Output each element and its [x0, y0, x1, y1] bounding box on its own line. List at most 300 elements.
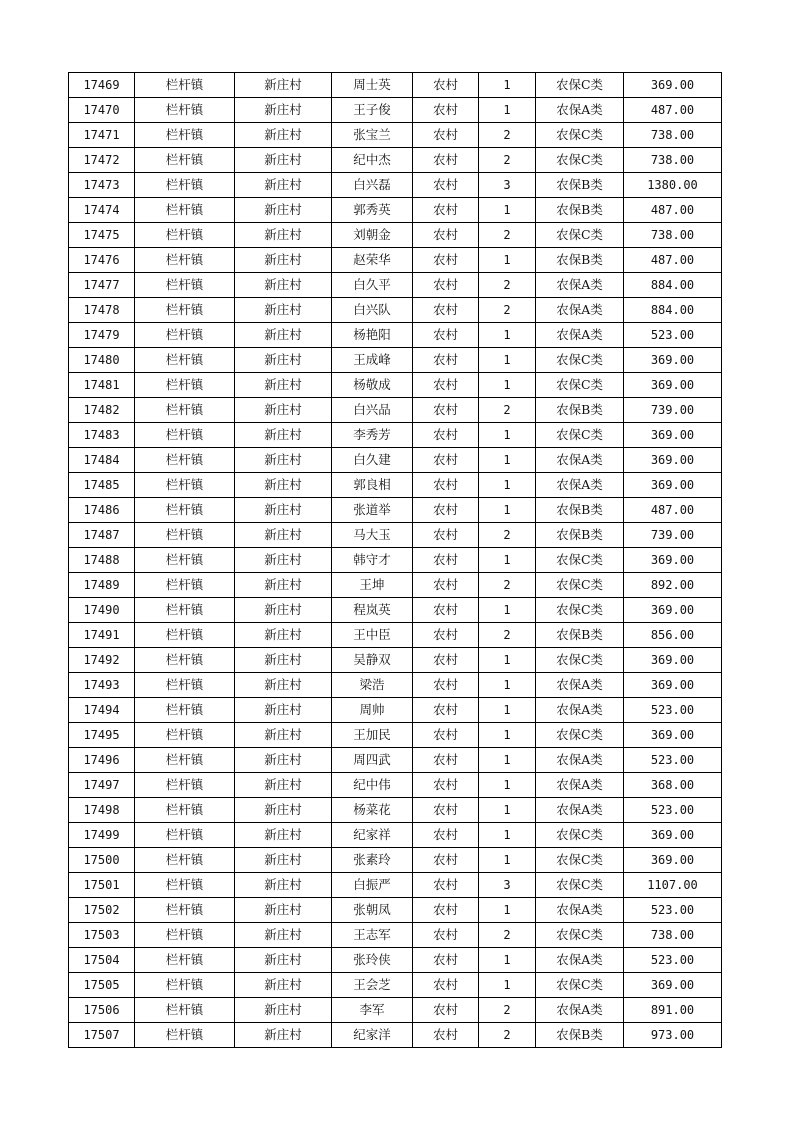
cell-area: 农村	[413, 73, 479, 98]
cell-category: 农保C类	[536, 373, 624, 398]
table-row	[69, 148, 722, 173]
cell-id: 17502	[69, 898, 135, 923]
cell-area: 农村	[413, 273, 479, 298]
cell-town: 栏杆镇	[135, 623, 235, 648]
cell-town: 栏杆镇	[135, 248, 235, 273]
table-row	[69, 1023, 722, 1048]
cell-name: 赵荣华	[332, 248, 413, 273]
table-row	[69, 798, 722, 823]
cell-id: 17491	[69, 623, 135, 648]
cell-id: 17474	[69, 198, 135, 223]
cell-category: 农保A类	[536, 298, 624, 323]
cell-name: 韩守才	[332, 548, 413, 573]
cell-category: 农保A类	[536, 748, 624, 773]
table-row	[69, 198, 722, 223]
cell-name: 王成峰	[332, 348, 413, 373]
cell-area: 农村	[413, 148, 479, 173]
cell-amount: 369.00	[624, 448, 722, 473]
cell-amount: 369.00	[624, 648, 722, 673]
cell-count: 2	[479, 123, 536, 148]
cell-category: 农保C类	[536, 848, 624, 873]
cell-count: 1	[479, 948, 536, 973]
cell-amount: 369.00	[624, 848, 722, 873]
cell-town: 栏杆镇	[135, 548, 235, 573]
cell-id: 17484	[69, 448, 135, 473]
cell-id: 17470	[69, 98, 135, 123]
cell-amount: 523.00	[624, 748, 722, 773]
table-row	[69, 948, 722, 973]
cell-amount: 369.00	[624, 723, 722, 748]
cell-amount: 369.00	[624, 548, 722, 573]
cell-amount: 369.00	[624, 673, 722, 698]
cell-town: 栏杆镇	[135, 498, 235, 523]
cell-category: 农保C类	[536, 123, 624, 148]
cell-name: 李秀芳	[332, 423, 413, 448]
cell-name: 李军	[332, 998, 413, 1023]
cell-town: 栏杆镇	[135, 423, 235, 448]
cell-area: 农村	[413, 748, 479, 773]
table-row	[69, 423, 722, 448]
cell-village: 新庄村	[235, 398, 332, 423]
cell-amount: 738.00	[624, 123, 722, 148]
cell-amount: 487.00	[624, 248, 722, 273]
table-row	[69, 298, 722, 323]
cell-village: 新庄村	[235, 1023, 332, 1048]
cell-name: 白兴品	[332, 398, 413, 423]
cell-category: 农保B类	[536, 1023, 624, 1048]
cell-amount: 487.00	[624, 98, 722, 123]
cell-id: 17490	[69, 598, 135, 623]
cell-id: 17498	[69, 798, 135, 823]
data-table	[68, 72, 722, 1048]
table-row	[69, 598, 722, 623]
cell-count: 1	[479, 423, 536, 448]
cell-id: 17473	[69, 173, 135, 198]
cell-village: 新庄村	[235, 423, 332, 448]
cell-town: 栏杆镇	[135, 998, 235, 1023]
cell-count: 1	[479, 748, 536, 773]
cell-town: 栏杆镇	[135, 648, 235, 673]
cell-village: 新庄村	[235, 648, 332, 673]
cell-name: 白振严	[332, 873, 413, 898]
cell-town: 栏杆镇	[135, 298, 235, 323]
cell-id: 17485	[69, 473, 135, 498]
cell-name: 张宝兰	[332, 123, 413, 148]
cell-id: 17483	[69, 423, 135, 448]
cell-count: 2	[479, 623, 536, 648]
cell-count: 1	[479, 473, 536, 498]
table-row	[69, 398, 722, 423]
table-row	[69, 273, 722, 298]
cell-amount: 738.00	[624, 223, 722, 248]
cell-area: 农村	[413, 973, 479, 998]
cell-area: 农村	[413, 573, 479, 598]
cell-village: 新庄村	[235, 623, 332, 648]
cell-name: 杨菜花	[332, 798, 413, 823]
cell-town: 栏杆镇	[135, 798, 235, 823]
cell-town: 栏杆镇	[135, 98, 235, 123]
table-row	[69, 773, 722, 798]
cell-id: 17499	[69, 823, 135, 848]
cell-category: 农保B类	[536, 498, 624, 523]
cell-amount: 369.00	[624, 973, 722, 998]
table-body	[69, 73, 722, 1048]
cell-village: 新庄村	[235, 798, 332, 823]
cell-id: 17475	[69, 223, 135, 248]
cell-amount: 892.00	[624, 573, 722, 598]
cell-amount: 523.00	[624, 323, 722, 348]
table-row	[69, 248, 722, 273]
cell-village: 新庄村	[235, 223, 332, 248]
cell-area: 农村	[413, 298, 479, 323]
cell-category: 农保A类	[536, 698, 624, 723]
cell-amount: 369.00	[624, 823, 722, 848]
cell-amount: 368.00	[624, 773, 722, 798]
cell-category: 农保B类	[536, 523, 624, 548]
cell-count: 1	[479, 723, 536, 748]
cell-amount: 369.00	[624, 423, 722, 448]
cell-town: 栏杆镇	[135, 198, 235, 223]
cell-amount: 369.00	[624, 373, 722, 398]
cell-area: 农村	[413, 223, 479, 248]
cell-town: 栏杆镇	[135, 1023, 235, 1048]
cell-id: 17496	[69, 748, 135, 773]
cell-name: 周帅	[332, 698, 413, 723]
cell-area: 农村	[413, 823, 479, 848]
table-row	[69, 748, 722, 773]
cell-id: 17493	[69, 673, 135, 698]
table-row	[69, 448, 722, 473]
cell-category: 农保C类	[536, 648, 624, 673]
cell-area: 农村	[413, 423, 479, 448]
cell-area: 农村	[413, 923, 479, 948]
cell-category: 农保A类	[536, 323, 624, 348]
cell-name: 马大玉	[332, 523, 413, 548]
table-row	[69, 823, 722, 848]
cell-town: 栏杆镇	[135, 323, 235, 348]
cell-name: 王坤	[332, 573, 413, 598]
cell-id: 17505	[69, 973, 135, 998]
table-row	[69, 848, 722, 873]
cell-village: 新庄村	[235, 148, 332, 173]
cell-category: 农保C类	[536, 348, 624, 373]
cell-town: 栏杆镇	[135, 673, 235, 698]
table-row	[69, 98, 722, 123]
cell-area: 农村	[413, 173, 479, 198]
cell-village: 新庄村	[235, 673, 332, 698]
cell-category: 农保B类	[536, 623, 624, 648]
cell-village: 新庄村	[235, 873, 332, 898]
cell-category: 农保A类	[536, 798, 624, 823]
cell-id: 17476	[69, 248, 135, 273]
cell-area: 农村	[413, 723, 479, 748]
cell-count: 3	[479, 173, 536, 198]
cell-village: 新庄村	[235, 723, 332, 748]
table-row	[69, 573, 722, 598]
cell-area: 农村	[413, 123, 479, 148]
cell-category: 农保A类	[536, 273, 624, 298]
cell-id: 17487	[69, 523, 135, 548]
cell-town: 栏杆镇	[135, 473, 235, 498]
cell-count: 2	[479, 398, 536, 423]
cell-name: 吴静双	[332, 648, 413, 673]
table-row	[69, 373, 722, 398]
cell-town: 栏杆镇	[135, 273, 235, 298]
cell-count: 2	[479, 1023, 536, 1048]
cell-amount: 369.00	[624, 473, 722, 498]
cell-category: 农保A类	[536, 898, 624, 923]
cell-name: 张玲侠	[332, 948, 413, 973]
cell-town: 栏杆镇	[135, 748, 235, 773]
cell-id: 17501	[69, 873, 135, 898]
cell-area: 农村	[413, 348, 479, 373]
cell-town: 栏杆镇	[135, 123, 235, 148]
cell-town: 栏杆镇	[135, 398, 235, 423]
cell-village: 新庄村	[235, 498, 332, 523]
cell-village: 新庄村	[235, 523, 332, 548]
cell-amount: 369.00	[624, 348, 722, 373]
cell-village: 新庄村	[235, 948, 332, 973]
cell-area: 农村	[413, 523, 479, 548]
cell-amount: 369.00	[624, 73, 722, 98]
cell-area: 农村	[413, 773, 479, 798]
cell-amount: 523.00	[624, 698, 722, 723]
cell-count: 1	[479, 248, 536, 273]
cell-village: 新庄村	[235, 448, 332, 473]
table-row	[69, 698, 722, 723]
cell-area: 农村	[413, 873, 479, 898]
cell-name: 王中臣	[332, 623, 413, 648]
cell-count: 2	[479, 298, 536, 323]
cell-amount: 884.00	[624, 273, 722, 298]
cell-area: 农村	[413, 498, 479, 523]
cell-name: 王子俊	[332, 98, 413, 123]
cell-area: 农村	[413, 673, 479, 698]
cell-town: 栏杆镇	[135, 148, 235, 173]
table-row	[69, 648, 722, 673]
cell-town: 栏杆镇	[135, 723, 235, 748]
cell-count: 1	[479, 373, 536, 398]
cell-village: 新庄村	[235, 898, 332, 923]
cell-area: 农村	[413, 448, 479, 473]
cell-count: 1	[479, 673, 536, 698]
cell-town: 栏杆镇	[135, 873, 235, 898]
cell-id: 17503	[69, 923, 135, 948]
cell-id: 17469	[69, 73, 135, 98]
cell-name: 纪中伟	[332, 773, 413, 798]
table-row	[69, 473, 722, 498]
cell-village: 新庄村	[235, 123, 332, 148]
cell-id: 17488	[69, 548, 135, 573]
cell-id: 17472	[69, 148, 135, 173]
cell-id: 17486	[69, 498, 135, 523]
cell-name: 王志军	[332, 923, 413, 948]
cell-amount: 884.00	[624, 298, 722, 323]
cell-id: 17489	[69, 573, 135, 598]
table-row	[69, 673, 722, 698]
cell-category: 农保B类	[536, 173, 624, 198]
cell-id: 17471	[69, 123, 135, 148]
table-row	[69, 723, 722, 748]
cell-id: 17480	[69, 348, 135, 373]
table-row	[69, 173, 722, 198]
cell-count: 1	[479, 548, 536, 573]
cell-count: 1	[479, 323, 536, 348]
cell-count: 1	[479, 823, 536, 848]
cell-count: 1	[479, 773, 536, 798]
cell-name: 张素玲	[332, 848, 413, 873]
cell-category: 农保C类	[536, 923, 624, 948]
cell-count: 1	[479, 498, 536, 523]
cell-category: 农保A类	[536, 998, 624, 1023]
cell-count: 1	[479, 348, 536, 373]
table-row	[69, 998, 722, 1023]
cell-town: 栏杆镇	[135, 698, 235, 723]
cell-category: 农保C类	[536, 598, 624, 623]
table-row	[69, 923, 722, 948]
cell-count: 1	[479, 798, 536, 823]
cell-town: 栏杆镇	[135, 598, 235, 623]
cell-name: 白久平	[332, 273, 413, 298]
cell-amount: 1107.00	[624, 873, 722, 898]
table-row	[69, 623, 722, 648]
cell-id: 17506	[69, 998, 135, 1023]
cell-name: 纪中杰	[332, 148, 413, 173]
cell-name: 郭良相	[332, 473, 413, 498]
cell-category: 农保C类	[536, 423, 624, 448]
cell-amount: 856.00	[624, 623, 722, 648]
cell-area: 农村	[413, 598, 479, 623]
cell-village: 新庄村	[235, 773, 332, 798]
cell-town: 栏杆镇	[135, 73, 235, 98]
cell-name: 白兴队	[332, 298, 413, 323]
cell-village: 新庄村	[235, 598, 332, 623]
cell-amount: 973.00	[624, 1023, 722, 1048]
cell-name: 周四武	[332, 748, 413, 773]
table-row	[69, 523, 722, 548]
cell-name: 白久建	[332, 448, 413, 473]
cell-village: 新庄村	[235, 73, 332, 98]
cell-village: 新庄村	[235, 98, 332, 123]
cell-name: 杨敬成	[332, 373, 413, 398]
cell-name: 纪家洋	[332, 1023, 413, 1048]
cell-village: 新庄村	[235, 173, 332, 198]
cell-name: 程岚英	[332, 598, 413, 623]
cell-area: 农村	[413, 198, 479, 223]
cell-area: 农村	[413, 798, 479, 823]
cell-count: 1	[479, 848, 536, 873]
cell-category: 农保C类	[536, 873, 624, 898]
cell-town: 栏杆镇	[135, 973, 235, 998]
cell-category: 农保C类	[536, 823, 624, 848]
cell-village: 新庄村	[235, 998, 332, 1023]
cell-category: 农保C类	[536, 73, 624, 98]
cell-id: 17478	[69, 298, 135, 323]
cell-category: 农保B类	[536, 248, 624, 273]
cell-area: 农村	[413, 323, 479, 348]
cell-count: 1	[479, 898, 536, 923]
cell-count: 2	[479, 523, 536, 548]
cell-category: 农保C类	[536, 223, 624, 248]
cell-town: 栏杆镇	[135, 948, 235, 973]
cell-id: 17500	[69, 848, 135, 873]
cell-area: 农村	[413, 698, 479, 723]
cell-village: 新庄村	[235, 848, 332, 873]
cell-count: 2	[479, 998, 536, 1023]
cell-count: 1	[479, 98, 536, 123]
table-row	[69, 873, 722, 898]
cell-area: 农村	[413, 398, 479, 423]
cell-category: 农保A类	[536, 773, 624, 798]
cell-name: 张道举	[332, 498, 413, 523]
cell-name: 王会芝	[332, 973, 413, 998]
cell-category: 农保A类	[536, 98, 624, 123]
table-row	[69, 323, 722, 348]
cell-amount: 739.00	[624, 523, 722, 548]
cell-category: 农保A类	[536, 673, 624, 698]
cell-name: 白兴磊	[332, 173, 413, 198]
table-row	[69, 898, 722, 923]
cell-village: 新庄村	[235, 323, 332, 348]
cell-id: 17477	[69, 273, 135, 298]
cell-area: 农村	[413, 473, 479, 498]
cell-category: 农保C类	[536, 573, 624, 598]
cell-category: 农保C类	[536, 723, 624, 748]
cell-village: 新庄村	[235, 473, 332, 498]
cell-village: 新庄村	[235, 348, 332, 373]
cell-area: 农村	[413, 548, 479, 573]
cell-village: 新庄村	[235, 273, 332, 298]
cell-town: 栏杆镇	[135, 223, 235, 248]
cell-count: 2	[479, 223, 536, 248]
cell-count: 2	[479, 273, 536, 298]
cell-amount: 523.00	[624, 948, 722, 973]
cell-id: 17481	[69, 373, 135, 398]
cell-name: 纪家祥	[332, 823, 413, 848]
cell-town: 栏杆镇	[135, 348, 235, 373]
cell-town: 栏杆镇	[135, 173, 235, 198]
table-row	[69, 548, 722, 573]
cell-village: 新庄村	[235, 248, 332, 273]
cell-village: 新庄村	[235, 548, 332, 573]
cell-id: 17495	[69, 723, 135, 748]
cell-amount: 487.00	[624, 498, 722, 523]
cell-count: 1	[479, 973, 536, 998]
cell-area: 农村	[413, 998, 479, 1023]
cell-town: 栏杆镇	[135, 773, 235, 798]
cell-amount: 739.00	[624, 398, 722, 423]
cell-amount: 369.00	[624, 598, 722, 623]
cell-town: 栏杆镇	[135, 848, 235, 873]
cell-village: 新庄村	[235, 573, 332, 598]
cell-id: 17507	[69, 1023, 135, 1048]
cell-id: 17479	[69, 323, 135, 348]
cell-id: 17492	[69, 648, 135, 673]
cell-village: 新庄村	[235, 373, 332, 398]
cell-count: 2	[479, 148, 536, 173]
cell-name: 王加民	[332, 723, 413, 748]
cell-count: 1	[479, 698, 536, 723]
cell-category: 农保B类	[536, 198, 624, 223]
cell-count: 1	[479, 198, 536, 223]
cell-name: 杨艳阳	[332, 323, 413, 348]
cell-amount: 487.00	[624, 198, 722, 223]
cell-category: 农保C类	[536, 973, 624, 998]
cell-town: 栏杆镇	[135, 823, 235, 848]
cell-amount: 738.00	[624, 923, 722, 948]
cell-town: 栏杆镇	[135, 523, 235, 548]
cell-count: 1	[479, 73, 536, 98]
